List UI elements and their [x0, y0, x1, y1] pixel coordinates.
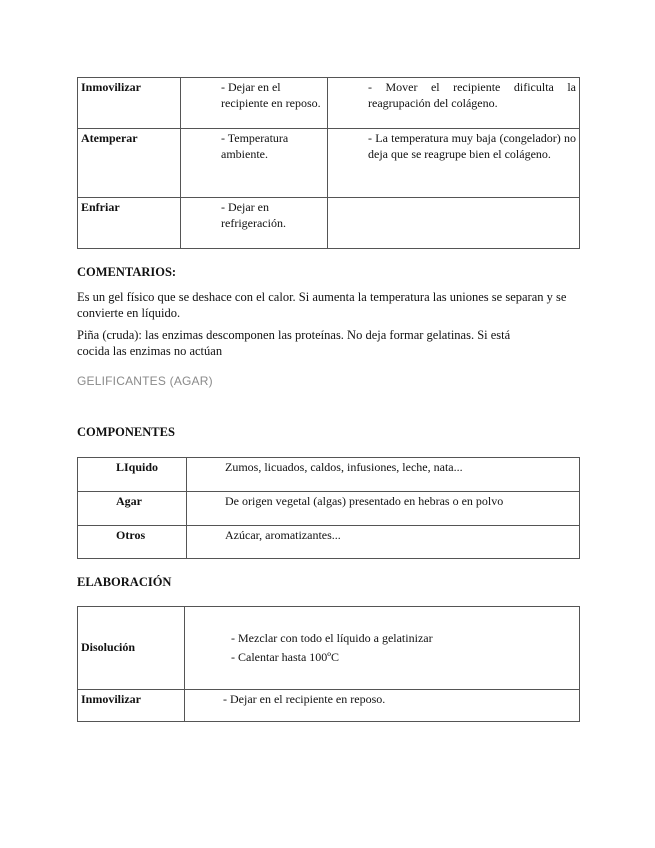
instruction-line: - Dejar en el recipiente en reposo. — [223, 692, 386, 706]
note-cell — [328, 198, 580, 249]
comentarios-paragraph-2: Piña (cruda): las enzimas descomponen las proteínas. No deja formar gelatinas. Si está cocida las enzimas no actúan — [77, 328, 511, 358]
component-desc: De origen vegetal (algas) presentado en hebras o en polvo — [187, 492, 580, 526]
elaboracion-table — [77, 606, 580, 722]
componentes-heading: COMPONENTES — [77, 425, 175, 439]
action-cell: - Temperatura ambiente. — [181, 129, 328, 198]
step-cell: Inmovilizar — [78, 78, 181, 129]
elaboracion-heading: ELABORACIÓN — [77, 575, 172, 589]
step-instructions — [185, 607, 580, 690]
action-cell: - Dejar en el recipiente en reposo. — [181, 78, 328, 129]
instruction-line: - Mezclar con todo el líquido a gelatinizar — [231, 631, 433, 645]
component-name: LIquido — [78, 458, 187, 492]
component-desc: Zumos, licuados, caldos, infusiones, leche, nata... — [187, 458, 580, 492]
step-cell: Inmovilizar — [78, 690, 185, 722]
table-row — [78, 198, 580, 249]
note-cell: - Mover el recipiente dificulta la reagrupación del colágeno. — [328, 78, 580, 129]
note-cell: - La temperatura muy baja (congelador) no deja que se reagrupe bien el colágeno. — [328, 129, 580, 198]
component-name: Otros — [78, 526, 187, 559]
step-cell: Disolución — [78, 607, 185, 690]
table-row — [78, 129, 580, 198]
component-desc: Azúcar, aromatizantes... — [187, 526, 580, 559]
table-row — [78, 690, 580, 722]
step-cell: Enfriar — [78, 198, 181, 249]
instruction-line: - Calentar hasta 100ºC — [231, 649, 340, 664]
table-row — [78, 458, 580, 492]
component-name: Agar — [78, 492, 187, 526]
table-row — [78, 607, 580, 690]
table-row — [78, 526, 580, 559]
step-cell: Atemperar — [78, 129, 181, 198]
comentarios-heading: COMENTARIOS: — [77, 265, 177, 279]
componentes-table — [77, 457, 580, 559]
comentarios-paragraph-1: Es un gel físico que se deshace con el calor. Si aumenta la temperatura las uniones se separan y se convierte en líquido. — [77, 290, 567, 320]
table-row — [78, 492, 580, 526]
action-cell: - Dejar en refrigeración. — [181, 198, 328, 249]
process-table — [77, 77, 580, 249]
section-title: GELIFICANTES (AGAR) — [77, 374, 213, 388]
table-row — [78, 78, 580, 129]
step-instructions — [185, 690, 580, 722]
